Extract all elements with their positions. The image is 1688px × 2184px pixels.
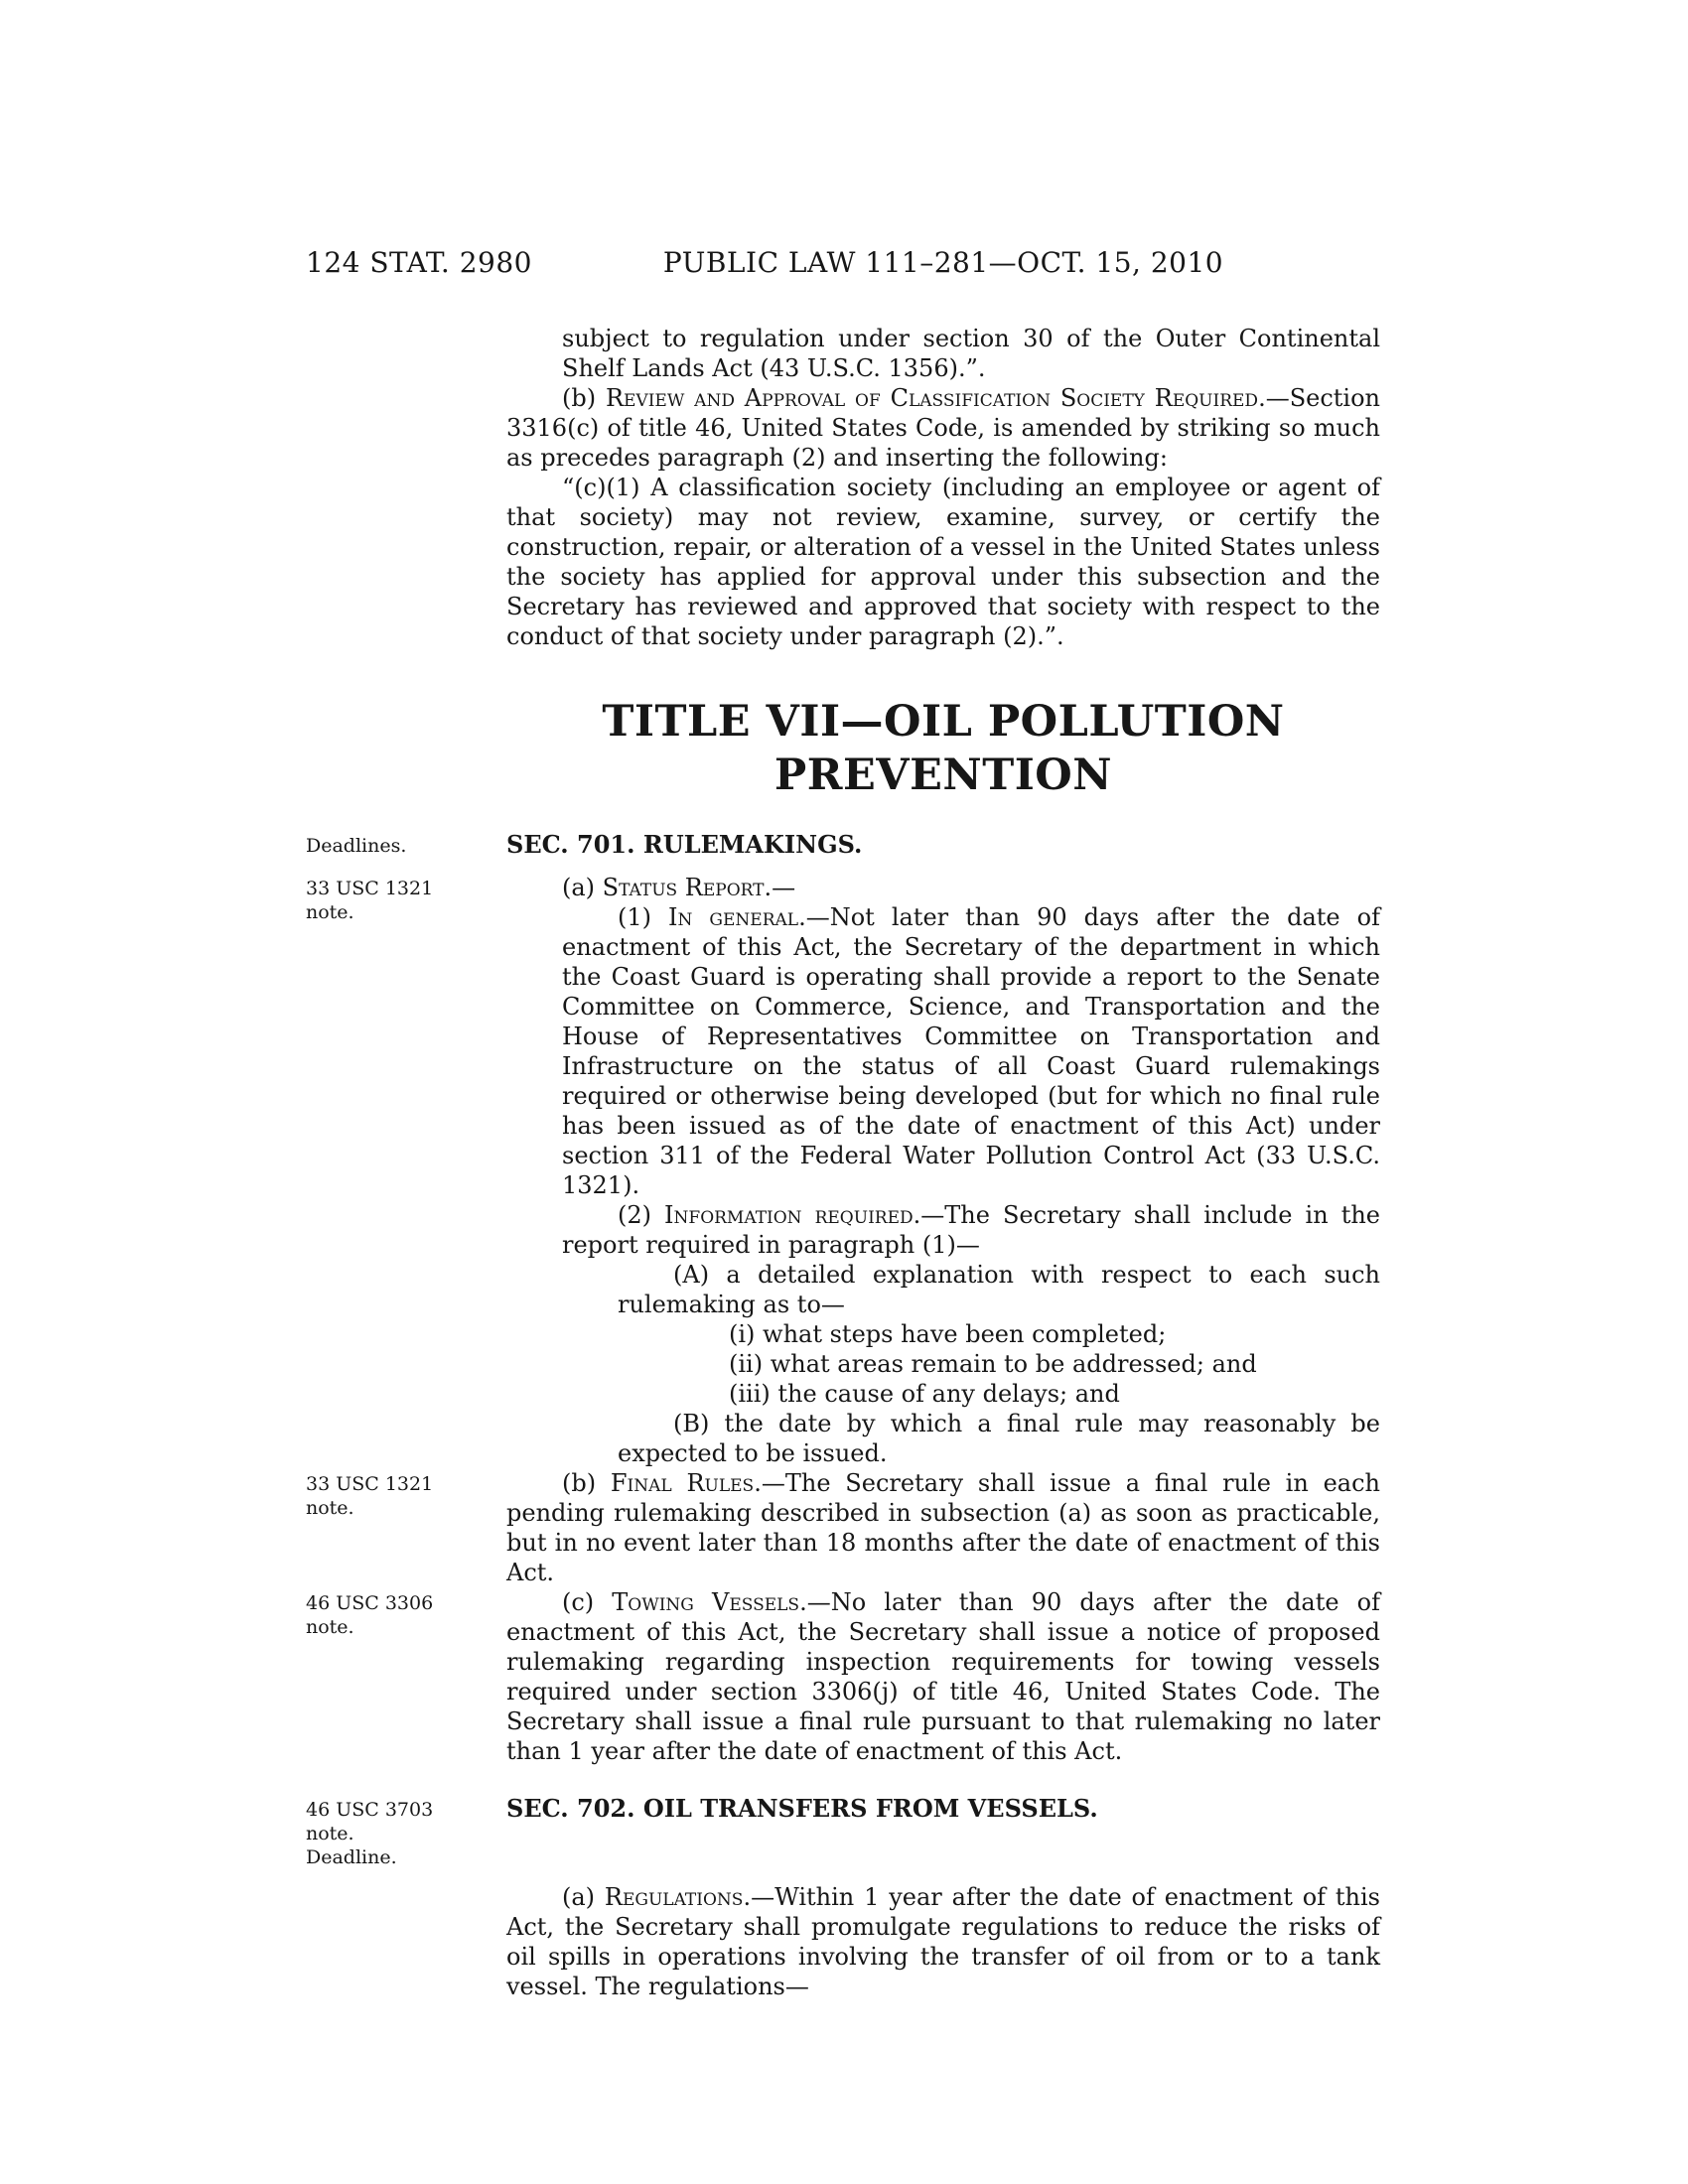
- content-row: [306, 830, 1688, 860]
- text-column: [506, 873, 1380, 1468]
- body-paragraph: [506, 383, 1380, 473]
- text-segment: (b): [562, 1469, 611, 1497]
- text-column: [506, 1587, 1380, 1766]
- body-paragraph: [506, 1587, 1380, 1766]
- text-segment: .—The Secretary shall issue a final rule in each pending rulemaking described in subsection (a) as soon as practicable, but in no event later than 18 months after the date of enactment of this Act.: [506, 1469, 1381, 1586]
- text-column: [506, 1882, 1380, 2001]
- text-segment: (1): [618, 903, 669, 931]
- body-paragraph: [562, 324, 1380, 383]
- margin-note: Deadline.: [306, 1846, 397, 1868]
- body-paragraph: [729, 1319, 1380, 1349]
- text-column: [506, 1794, 1380, 1869]
- margin-note: 46 USC 3703: [306, 1799, 434, 1821]
- margin-note: note.: [306, 1616, 354, 1638]
- small-caps-text: Regulations: [604, 1883, 744, 1911]
- margin-note-column: [306, 1468, 506, 1587]
- body-paragraph: [506, 1468, 1380, 1587]
- margin-note: 46 USC 3306: [306, 1592, 434, 1614]
- text-segment: (B) the date by which a final rule may reasonably be expected to be issued.: [618, 1410, 1380, 1467]
- content-row: [306, 324, 1688, 651]
- text-segment: (b): [562, 384, 606, 412]
- margin-note-column: [306, 695, 506, 802]
- margin-note: note.: [306, 901, 354, 923]
- small-caps-text: In general: [668, 903, 799, 931]
- margin-note: note.: [306, 1497, 354, 1519]
- title-heading: PREVENTION: [774, 751, 1113, 800]
- content-row: [306, 1882, 1688, 2001]
- title-heading: TITLE VII—OIL POLLUTION: [602, 697, 1285, 747]
- small-caps-text: Information required: [664, 1201, 914, 1229]
- text-segment: subject to regulation under section 30 of the Outer Continental Shelf Lands Act (43 U.S.C. 1356).”.: [562, 325, 1380, 382]
- body-paragraph: [562, 902, 1380, 1200]
- content-row: [306, 1794, 1688, 1869]
- margin-note: note.: [306, 1823, 354, 1844]
- margin-note: 33 USC 1321: [306, 878, 434, 899]
- margin-note: Deadlines.: [306, 835, 407, 857]
- text-segment: .—The Secretary shall include in the report required in paragraph (1)—: [562, 1201, 1380, 1259]
- text-column: [506, 695, 1380, 802]
- margin-note-column: [306, 1587, 506, 1766]
- body-paragraph: [729, 1349, 1380, 1379]
- text-segment: “(c)(1) A classification society (including an employee or agent of that society) may not review, examine, survey, or certify the construction, repair, or alteration of a vessel in the United States unless the society has applied for approval under this subsection and the Secretary has reviewed and approved that society with respect to the conduct of that society under paragraph (2).”.: [506, 474, 1380, 650]
- text-column: [506, 324, 1380, 651]
- body-paragraph: [618, 1409, 1380, 1468]
- small-caps-text: Status Report: [602, 874, 765, 901]
- margin-note-column: [306, 830, 506, 860]
- body-paragraph: [729, 1379, 1380, 1409]
- text-segment: (iii) the cause of any delays; and: [729, 1380, 1120, 1408]
- body-paragraph: [506, 1882, 1380, 2001]
- text-segment: .—Within 1 year after the date of enactment of this Act, the Secretary shall promulgate regulations to reduce the risks of oil spills in operations involving the transfer of oil from or to a tank vessel. The regulations—: [506, 1883, 1381, 2000]
- text-column: [506, 830, 1380, 860]
- text-segment: (2): [618, 1201, 665, 1229]
- section-heading: SEC. 702. OIL TRANSFERS FROM VESSELS.: [506, 1794, 1098, 1823]
- small-caps-text: Final Rules: [610, 1469, 755, 1497]
- text-segment: .—No later than 90 days after the date of enactment of this Act, the Secretary shall issue a notice of proposed rulemaking regarding inspection requirements for towing vessels required under section 3306(j) of title 46, United States Code. The Secretary shall issue a final rule pursuant to that rulemaking no later than 1 year after the date of enactment of this Act.: [506, 1588, 1381, 1765]
- body-paragraph: [506, 873, 1380, 902]
- margin-note-column: [306, 873, 506, 1468]
- public-law-header: PUBLIC LAW 111–281—OCT. 15, 2010: [662, 246, 1224, 279]
- small-caps-text: Review and Approval of Classification Society Required: [605, 384, 1259, 412]
- content-row: [306, 695, 1688, 802]
- small-caps-text: Towing Vessels: [612, 1588, 800, 1616]
- stat-page-number: 124 STAT. 2980: [306, 246, 532, 279]
- text-column: [506, 1468, 1380, 1587]
- text-segment: (i) what steps have been completed;: [729, 1320, 1167, 1348]
- content-row: [306, 1468, 1688, 1587]
- body-paragraph: [562, 1200, 1380, 1260]
- margin-note-column: [306, 324, 506, 651]
- text-segment: .—Section 3316(c) of title 46, United States Code, is amended by striking so much as precedes paragraph (2) and inserting the following:: [506, 384, 1381, 472]
- margin-note-column: [306, 1882, 506, 2001]
- margin-note-column: [306, 1794, 506, 1869]
- text-segment: (c): [562, 1588, 613, 1616]
- margin-note: 33 USC 1321: [306, 1473, 434, 1495]
- statute-body: [0, 324, 1688, 2001]
- body-paragraph: [506, 473, 1380, 651]
- content-row: [306, 1587, 1688, 1766]
- content-row: [306, 873, 1688, 1468]
- text-segment: .—Not later than 90 days after the date of enactment of this Act, the Secretary of the department in which the Coast Guard is operating shall provide a report to the Senate Committee on Commerce, Science, and Transportation and the House of Representatives Committee on Transportation and Infrastructure on the status of all Coast Guard rulemakings required or otherwise being developed (but for which no final rule has been issued as of the date of enactment of this Act) under section 311 of the Federal Water Pollution Control Act (33 U.S.C. 1321).: [562, 903, 1380, 1199]
- section-heading: SEC. 701. RULEMAKINGS.: [506, 830, 863, 859]
- text-segment: (ii) what areas remain to be addressed; and: [729, 1350, 1257, 1378]
- text-segment: (A) a detailed explanation with respect to each such rulemaking as to—: [618, 1261, 1380, 1318]
- page-header: [0, 246, 1688, 286]
- text-segment: .—: [764, 874, 796, 901]
- body-paragraph: [618, 1260, 1380, 1319]
- text-segment: (a): [562, 1883, 605, 1911]
- text-segment: (a): [562, 874, 603, 901]
